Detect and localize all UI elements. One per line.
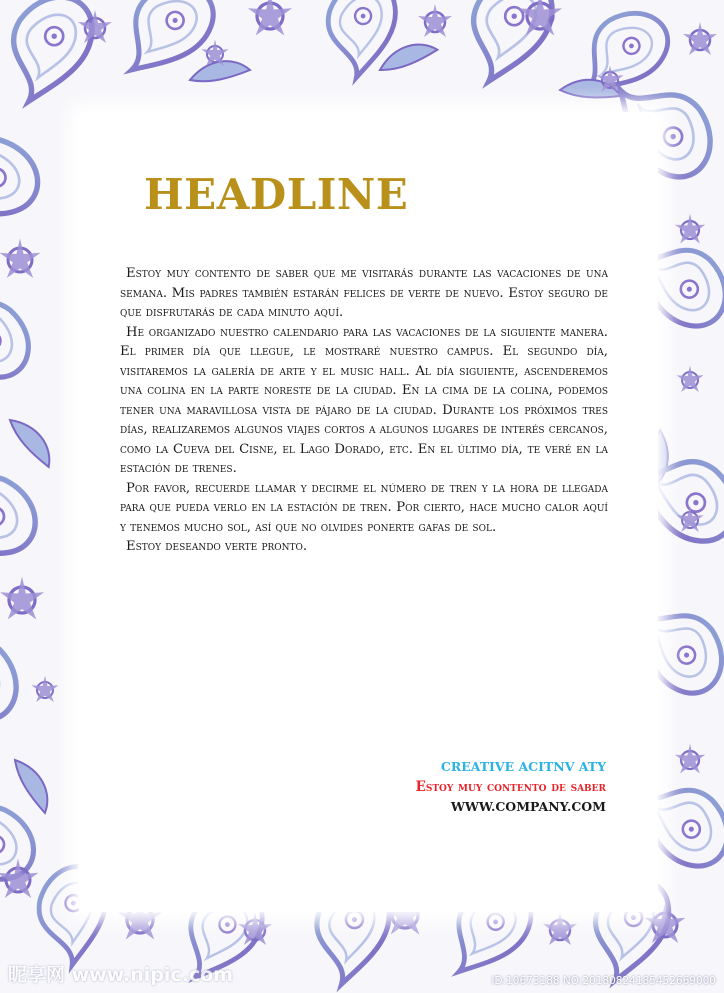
paragraph-1: Estoy muy contento de saber que me visitarás durante las vacaciones de una semana. Mis padres también estarán felices de verte de nuevo. Estoy seguro de que disfrutarás de cada minuto aquí. — [120, 266, 608, 320]
watermark-id: ID:10673188 NO:20180824185452669000 — [491, 975, 716, 987]
paragraph-2: He organizado nuestro calendario para las vacaciones de la siguiente manera. El primer día que llegue, le mostraré nuestro campus. El segundo día, visitaremos la galería de arte y el music hall. Al día siguiente, ascenderemos una colina en la parte noreste de la ciudad. En la cima de la colina, podemos tener una maravillosa vista de pájaro de la ciudad. Durante los próximos tres días, realizaremos algunos viajes cortos a algunos lugares de interés cercanos, como la Cueva del Cisne, el Lago Dorado, etc. En el último día, te veré en la estación de trenes. — [120, 324, 608, 476]
footer-tagline: CREATIVE ACITNV ATY — [440, 759, 606, 774]
paragraph-4: Estoy deseando verte pronto. — [126, 539, 308, 554]
headline: HEADLINE — [144, 170, 409, 219]
watermark-logo: 昵享网 www.nipic.com — [8, 964, 234, 986]
footer-subtitle: Estoy muy contento de saber — [415, 779, 606, 795]
footer-website: WWW.COMPANY.COM — [450, 799, 606, 814]
paragraph-3: Por favor, recuerde llamar y decirme el número de tren y la hora de llegada para que pueda verlo en la estación de tren. Por cierto, hace mucho calor aquí y tenemos mucho sol, así que no olvides ponerte gafas de sol. — [120, 480, 608, 535]
letter-body — [120, 264, 608, 557]
footer-block — [416, 757, 606, 817]
